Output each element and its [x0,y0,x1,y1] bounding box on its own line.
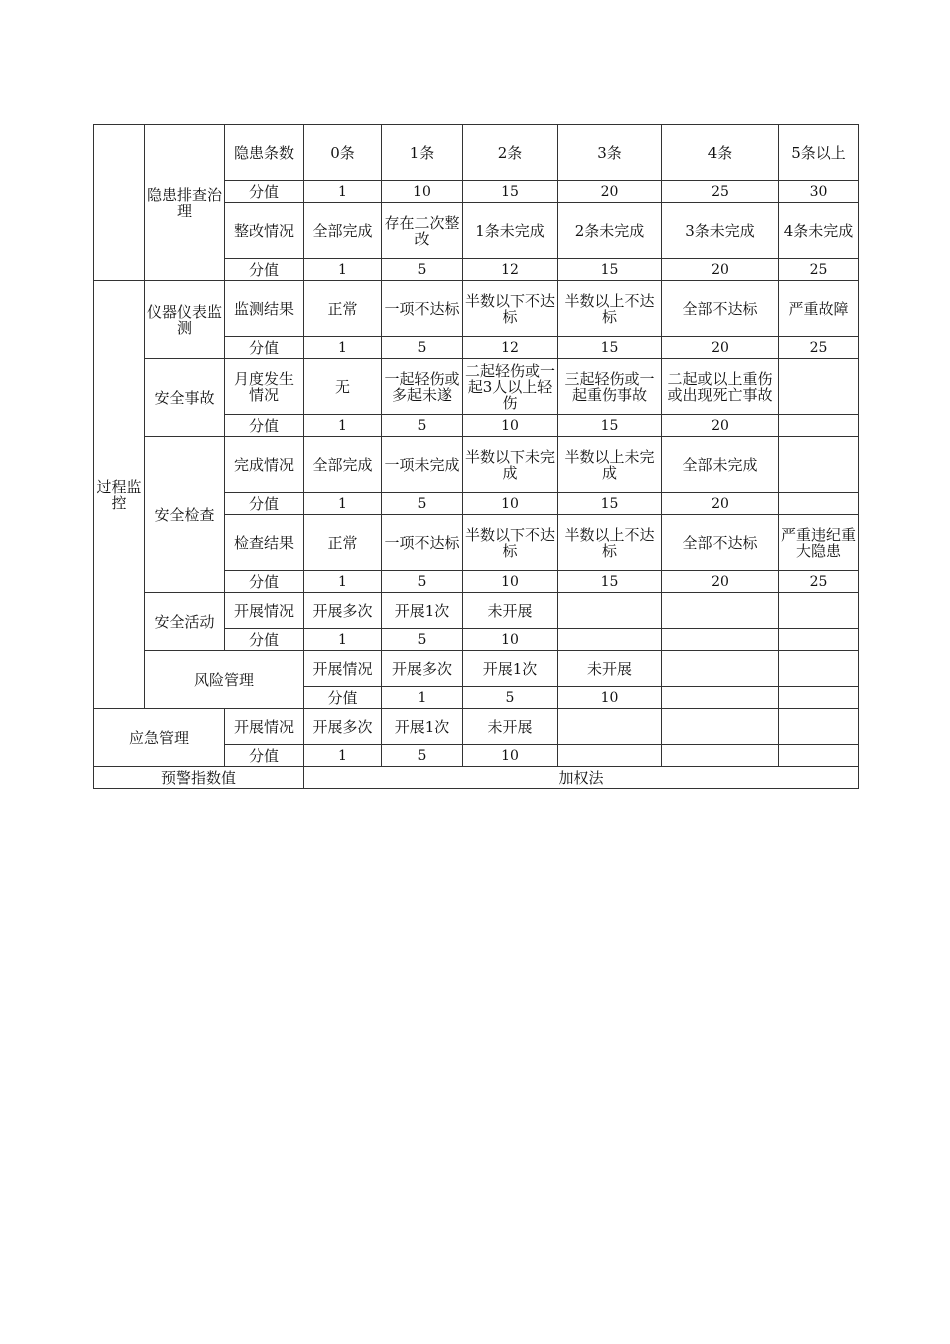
row-label: 开展情况 [225,593,304,629]
table-cell: 半数以下不达标 [463,515,558,571]
table-cell: 15 [463,181,558,203]
table-cell: 20 [662,571,779,593]
table-cell: 全部完成 [304,437,382,493]
row-label: 监测结果 [225,281,304,337]
table-cell [558,709,662,745]
table-cell: 全部不达标 [662,515,779,571]
table-cell: 20 [662,493,779,515]
table-cell: 5 [382,259,463,281]
row-label: 开展情况 [225,709,304,745]
row-label: 分值 [304,687,382,709]
table-cell [558,593,662,629]
table-cell: 未开展 [558,651,662,687]
table-cell [779,745,859,767]
table-cell: 全部完成 [304,203,382,259]
row-label: 分值 [225,259,304,281]
table-cell: 1条 [382,125,463,181]
table-cell [779,359,859,415]
table-cell: 1条未完成 [463,203,558,259]
hidden-danger-group: 隐患排查治理 [145,125,225,281]
table-cell: 1 [304,181,382,203]
table-cell: 三起轻伤或一起重伤事故 [558,359,662,415]
table-cell [779,629,859,651]
table-cell: 25 [779,337,859,359]
blank-category-cell [94,125,145,281]
row-label: 完成情况 [225,437,304,493]
table-cell: 开展1次 [382,593,463,629]
row-label: 整改情况 [225,203,304,259]
risk-group: 风险管理 [145,651,304,709]
table-cell: 5 [382,415,463,437]
table-cell [779,709,859,745]
table-row [94,593,859,629]
table-cell: 25 [779,571,859,593]
table-cell: 5 [382,629,463,651]
table-cell: 半数以上未完成 [558,437,662,493]
accident-group: 安全事故 [145,359,225,437]
table-cell: 20 [662,259,779,281]
table-cell: 5 [382,337,463,359]
weighting-method: 加权法 [304,767,859,789]
process-monitoring-label: 过程监控 [94,281,145,709]
table-cell: 5 [382,571,463,593]
table-cell: 1 [304,337,382,359]
table-cell: 15 [558,259,662,281]
table-cell [558,745,662,767]
table-cell: 半数以上不达标 [558,281,662,337]
table-cell [662,651,779,687]
table-cell [662,745,779,767]
table-cell: 无 [304,359,382,415]
table-cell: 一项不达标 [382,515,463,571]
emergency-group: 应急管理 [94,709,225,767]
table-cell [779,415,859,437]
table-cell: 5 [463,687,558,709]
table-cell: 10 [463,415,558,437]
table-cell: 12 [463,259,558,281]
table-cell: 开展多次 [382,651,463,687]
table-cell: 严重违纪重大隐患 [779,515,859,571]
row-label: 开展情况 [304,651,382,687]
table-cell [662,629,779,651]
row-label: 分值 [225,181,304,203]
table-row [94,767,859,789]
table-cell: 10 [463,493,558,515]
row-label: 分值 [225,493,304,515]
table-row [94,281,859,337]
table-cell: 20 [662,337,779,359]
table-cell: 5 [382,745,463,767]
table-cell: 正常 [304,281,382,337]
table-cell: 正常 [304,515,382,571]
table-cell: 未开展 [463,709,558,745]
row-label: 隐患条数 [225,125,304,181]
table-cell [662,593,779,629]
table-cell: 10 [463,745,558,767]
table-cell: 3条 [558,125,662,181]
table-cell: 12 [463,337,558,359]
table-cell: 1 [382,687,463,709]
table-cell: 半数以上不达标 [558,515,662,571]
table-cell: 3条未完成 [662,203,779,259]
row-label: 分值 [225,629,304,651]
table-cell: 15 [558,571,662,593]
table-cell: 1 [304,493,382,515]
table-cell: 15 [558,493,662,515]
table-cell: 10 [463,571,558,593]
table-cell: 未开展 [463,593,558,629]
table-cell: 一起轻伤或多起未遂 [382,359,463,415]
table-cell: 10 [558,687,662,709]
table-cell [662,687,779,709]
table-cell: 1 [304,571,382,593]
table-row [94,651,859,687]
table-cell: 4条未完成 [779,203,859,259]
table-cell: 5条以上 [779,125,859,181]
table-cell: 25 [779,259,859,281]
table-row [94,359,859,415]
row-label: 分值 [225,337,304,359]
warning-index-table [93,124,859,789]
warning-index-label: 预警指数值 [94,767,304,789]
table-cell: 0条 [304,125,382,181]
table-cell: 2条未完成 [558,203,662,259]
table-row [94,125,859,181]
table-cell: 4条 [662,125,779,181]
table-cell: 半数以下不达标 [463,281,558,337]
table-cell: 15 [558,415,662,437]
table-cell: 2条 [463,125,558,181]
table-cell: 全部未完成 [662,437,779,493]
table-cell: 1 [304,415,382,437]
table-cell [779,593,859,629]
table-cell: 10 [382,181,463,203]
row-label: 分值 [225,745,304,767]
table-cell [779,651,859,687]
table-row [94,709,859,745]
table-cell: 1 [304,259,382,281]
table-cell: 开展1次 [463,651,558,687]
table-cell: 全部不达标 [662,281,779,337]
table-cell: 30 [779,181,859,203]
table-cell: 10 [463,629,558,651]
table-cell: 二起轻伤或一起3人以上轻伤 [463,359,558,415]
instrument-group: 仪器仪表监测 [145,281,225,359]
table-cell: 存在二次整改 [382,203,463,259]
table-cell [779,493,859,515]
table-cell: 一项未完成 [382,437,463,493]
table-cell: 开展多次 [304,709,382,745]
table-cell: 20 [662,415,779,437]
row-label: 分值 [225,571,304,593]
table-cell [662,709,779,745]
table-cell: 1 [304,629,382,651]
table-cell: 二起或以上重伤或出现死亡事故 [662,359,779,415]
row-label: 月度发生情况 [225,359,304,415]
table-cell: 5 [382,493,463,515]
table-cell: 一项不达标 [382,281,463,337]
table-cell: 开展多次 [304,593,382,629]
activity-group: 安全活动 [145,593,225,651]
table-cell: 严重故障 [779,281,859,337]
row-label: 分值 [225,415,304,437]
table-row [94,437,859,493]
table-cell: 1 [304,745,382,767]
table-cell: 开展1次 [382,709,463,745]
row-label: 检查结果 [225,515,304,571]
table-cell: 半数以下未完成 [463,437,558,493]
table-cell [558,629,662,651]
table-cell: 15 [558,337,662,359]
table-cell: 25 [662,181,779,203]
table-cell: 20 [558,181,662,203]
inspection-group: 安全检查 [145,437,225,593]
table-cell [779,437,859,493]
table-cell [779,687,859,709]
